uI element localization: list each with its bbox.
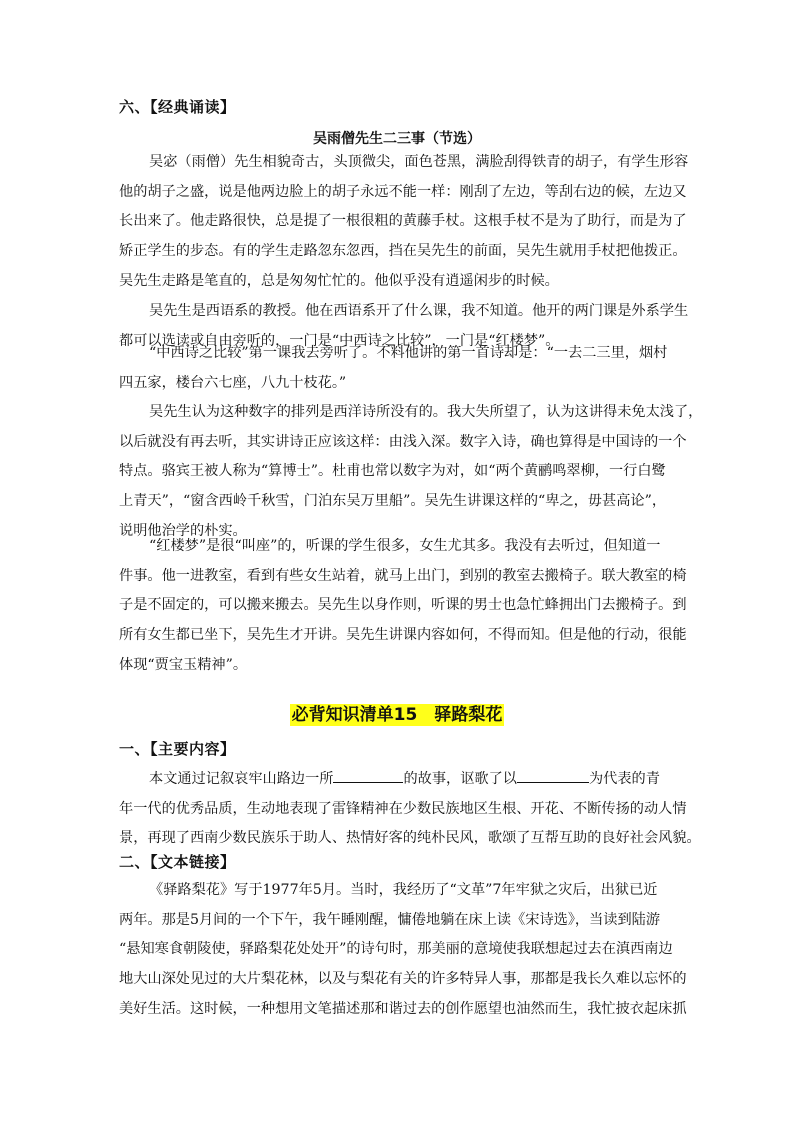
text-line: 吴先生走路是笔直的，总是匆匆忙忙的。他似乎没有逍遥闲步的时候。	[119, 272, 559, 289]
text-line: 说明他治学的朴实。	[119, 522, 247, 539]
paragraph-3	[119, 339, 679, 398]
text-line: 子是不固定的，可以搬来搬去。吴先生以身作则，听课的男士也急忙蜂拥出门去搬椅子。到	[119, 597, 687, 614]
text-line: 特点。骆宾王被人称为“算博士”。杜甫也常以数字为对，如“两个黄鹂鸣翠柳，一行白鹭	[119, 463, 666, 480]
text-fragment: 本文通过记叙哀牢山路边一所	[149, 771, 334, 787]
text-line: 地大山深处见过的大片梨花林，以及与梨花有关的许多特异人事，那都是我长久难以忘怀的	[119, 971, 687, 988]
text-line: 景，再现了西南少数民族乐于助人、热情好客的纯朴民风，歌颂了互帮互助的良好社会风貌。	[119, 830, 701, 847]
text-line: 吴先生是西语系的教授。他在西语系开了什么课，我不知道。他开的两门课是外系学生	[149, 303, 689, 319]
text-line: 矫正学生的步态。有的学生走路忽东忽西，挡在吴先生的前面，吴先生就用手杖把他拨正。	[119, 243, 687, 260]
text-line: 体现“贾宝玉精神”。	[119, 656, 248, 673]
paragraph-1	[119, 148, 689, 297]
text-line: 都可以选读或自由旁听的，一门是“中西诗之比较”，一门是“红楼梦”。	[119, 332, 560, 349]
paragraph-5	[119, 532, 687, 681]
text-fragment: 的故事，讴歌了以	[403, 771, 517, 787]
fill-in-blank[interactable]	[517, 768, 589, 783]
text-line: 件事。他一进教室，看到有些女生站着，就马上出门，到别的教室去搬椅子。联大教室的椅	[119, 567, 687, 584]
main-content-paragraph	[119, 765, 701, 854]
text-line: 两年。那是5月间的一个下午，我午睡刚醒，慵倦地躺在床上读《宋诗选》，当读到陆游	[119, 911, 661, 928]
checklist-title: 必背知识清单15 驿路梨花	[291, 705, 503, 725]
paragraph-4	[119, 398, 703, 547]
fill-in-blank[interactable]	[333, 768, 403, 783]
text-line: 他的胡子之盛，说是他两边脸上的胡子永远不能一样：刚刮了左边，等刮右边的候，左边又	[119, 183, 687, 200]
checklist-title-wrap	[0, 700, 794, 725]
text-line: 所有女生都已坐下，吴先生才开讲。吴先生讲课内容如何，不得而知。但是他的行动，很能	[119, 627, 687, 644]
text-fragment: 为代表的青	[588, 771, 660, 787]
section-heading-main-content: 一、【主要内容】	[119, 740, 236, 758]
text-line: 以后就没有再去听，其实讲诗正应该这样：由浅入深。数字入诗，确也算得是中国诗的一个	[119, 433, 687, 450]
text-line: 四五家，楼台六七座，八九十枝花。”	[119, 374, 347, 391]
section-heading-classic-reading: 六、【经典诵读】	[119, 98, 236, 116]
section-heading-text-link: 二、【文本链接】	[119, 853, 236, 871]
text-line: “红楼梦”是很“叫座”的，听课的学生很多，女生尤其多。我没有去听过，但知道一	[149, 538, 661, 554]
text-line: 吴先生认为这种数字的排列是西洋诗所没有的。我大失所望了，认为这讲得未免太浅了，	[149, 404, 703, 420]
text-link-paragraph	[119, 876, 687, 1025]
text-line: 上青天”，“窗含西岭千秋雪，门泊东吴万里船”。吴先生讲课这样的“卑之，毋甚高论”，	[119, 493, 667, 510]
text-line: 美好生活。这时候，一种想用文笔描述那和谐过去的创作愿望也油然而生，我忙披衣起床抓	[119, 1000, 687, 1017]
text-line: “中西诗之比较”第一课我去旁听了。不料他讲的第一首诗却是：“一去二三里，烟村	[149, 345, 668, 361]
text-line: “悬知寒食朝陵使，驿路梨花处处开”的诗句时，那美丽的意境使我联想起过去在滇西南边	[119, 941, 673, 958]
text-line: 长出来了。他走路很快，总是提了一根很粗的黄藤手杖。这根手杖不是为了助行，而是为了	[119, 213, 687, 230]
text-line: 《驿路梨花》写于1977年5月。当时，我经历了“文革”7年牢狱之灾后，出狱已近	[149, 882, 658, 898]
article-title: 吴雨僧先生二三事（节选）	[313, 131, 481, 147]
text-line: 吴宓（雨僧）先生相貌奇古，头顶微尖，面色苍黑，满脸刮得铁青的胡子，有学生形容	[149, 154, 689, 170]
text-line	[119, 765, 679, 795]
text-line: 年一代的优秀品质，生动地表现了雷锋精神在少数民族地区生根、开花、不断传扬的动人情	[119, 800, 687, 817]
